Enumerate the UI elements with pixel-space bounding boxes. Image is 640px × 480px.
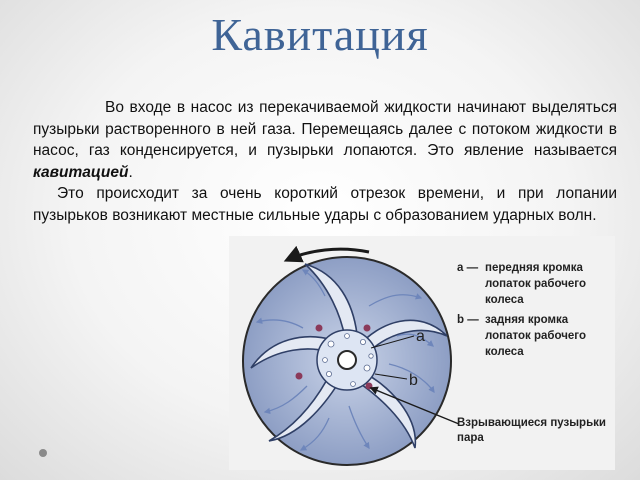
cavitation-term: кавитацией bbox=[33, 163, 129, 181]
paragraph-1 bbox=[33, 97, 617, 183]
bullet-dot bbox=[39, 449, 47, 457]
slide-title: Кавитация bbox=[211, 9, 429, 60]
paragraph-2: Это происходит за очень короткий отрезок времени, и при лопании пузырьков возникают местные сильные удары с образованием ударных волн. bbox=[33, 185, 617, 224]
paragraph-1-end: . bbox=[128, 163, 133, 181]
label-a: a bbox=[416, 328, 425, 345]
label-b: b bbox=[409, 372, 418, 389]
legend-item-a bbox=[457, 260, 613, 308]
legend-text-a: передняя кромка лопаток рабочего колеса bbox=[485, 262, 586, 306]
impeller-figure bbox=[229, 236, 615, 470]
body-text bbox=[33, 97, 617, 226]
bubble-caption: Взрывающиеся пузырьки пара bbox=[457, 417, 606, 444]
paragraph-1-text: Во входе в насос из перекачиваемой жидкости начинают выделяться пузырьки растворенного в ней газа. Перемещаясь далее с потоком жидкости в насос, газ конденсируется, и пузырьки лопаются. Это явление называется bbox=[33, 99, 617, 159]
impeller-shaft bbox=[338, 351, 356, 369]
legend-key-a: a — bbox=[457, 262, 479, 274]
legend-item-b bbox=[457, 312, 613, 360]
legend-text-b: задняя кромка лопаток рабочего колеса bbox=[485, 314, 586, 358]
figure-legend bbox=[457, 260, 613, 360]
legend-key-b: b — bbox=[457, 314, 479, 326]
